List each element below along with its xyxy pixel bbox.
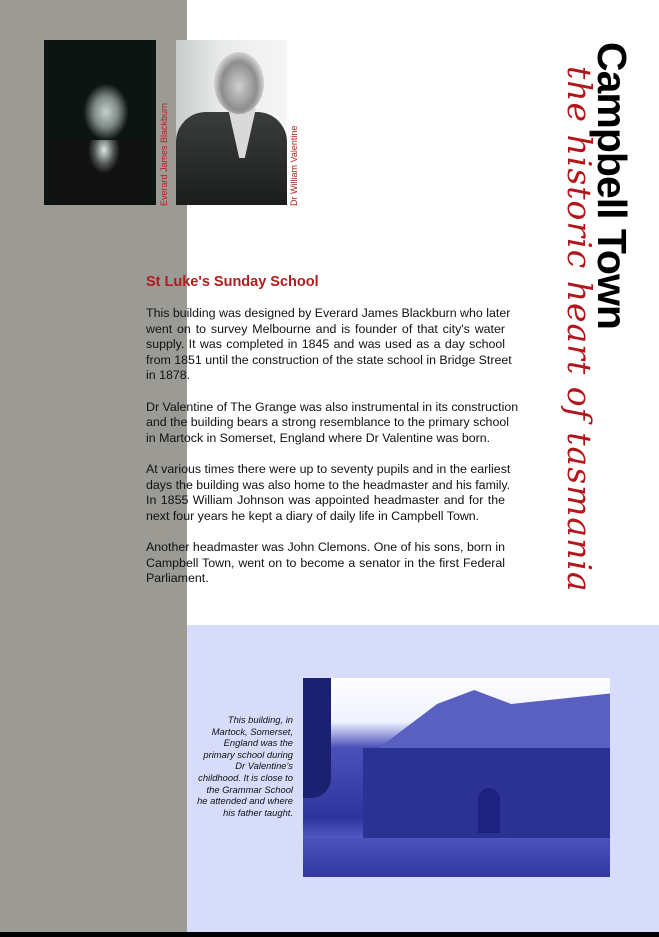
caption-line: This building, in — [227, 714, 293, 725]
text-line: days the building was also home to the headmaster and his family. — [146, 477, 511, 492]
caption-line: Martock, Somerset, — [211, 725, 293, 737]
text-line: Another headmaster was John Clemons. One of his sons, born in — [146, 539, 505, 554]
paragraph — [146, 306, 512, 384]
text-line: Dr Valentine of The Grange was also instrumental in its construction — [146, 399, 519, 414]
portrait-figure — [176, 112, 287, 205]
portrait-caption-blackburn: Everard James Blackburn — [159, 102, 169, 206]
portrait-caption-valentine: Dr William Valentine — [289, 125, 299, 206]
portrait-figure — [54, 140, 146, 205]
photo-door — [478, 788, 500, 833]
bottom-strip — [0, 932, 659, 937]
article-body — [146, 306, 519, 602]
text-line: This building was designed by Everard James Blackburn who later — [146, 306, 511, 320]
paragraph — [146, 540, 505, 587]
caption-line: he attended and where — [197, 795, 293, 807]
text-line: and the building bears a strong resemblance to the primary school — [146, 415, 509, 430]
photo-caption — [190, 714, 293, 818]
caption-line: Dr Valentine's — [235, 760, 293, 772]
caption-line: the Grammar School — [206, 783, 293, 795]
text-line: next four years he kept a diary of daily life in Campbell Town. — [146, 508, 480, 523]
portrait-blackburn — [44, 40, 156, 205]
caption-line: his father taught. — [223, 806, 293, 818]
text-line: went on to survey Melbourne and is founder of that city's water — [146, 321, 505, 336]
text-line: In 1855 William Johnson was appointed headmaster and for the — [146, 493, 505, 508]
portrait-valentine — [176, 40, 287, 205]
text-line: Campbell Town, went on to become a senator in the first Federal — [146, 555, 505, 570]
photo-tree — [303, 678, 331, 798]
martock-school-photo — [303, 678, 610, 877]
text-line: At various times there were up to seventy pupils and in the earliest — [146, 461, 511, 476]
caption-line: England was the — [223, 737, 293, 749]
text-line: in 1878. — [146, 368, 191, 383]
caption-line: primary school during — [203, 748, 293, 760]
photo-road — [303, 838, 610, 877]
page-title: Campbell Town — [589, 42, 635, 329]
text-line: supply. It was completed in 1845 and was used as a day school — [146, 337, 505, 352]
paragraph — [146, 461, 511, 524]
caption-line: childhood. It is close to — [198, 771, 293, 783]
text-line: Parliament. — [146, 571, 209, 586]
paragraph — [146, 399, 519, 447]
portrait-head — [214, 52, 264, 114]
text-line: from 1851 until the construction of the state school in Bridge Street — [146, 352, 512, 367]
article-heading: St Luke's Sunday School — [146, 274, 319, 290]
tagline: the historic heart of tasmania — [560, 66, 599, 593]
text-line: in Martock in Somerset, England where Dr Valentine was born. — [146, 430, 491, 445]
